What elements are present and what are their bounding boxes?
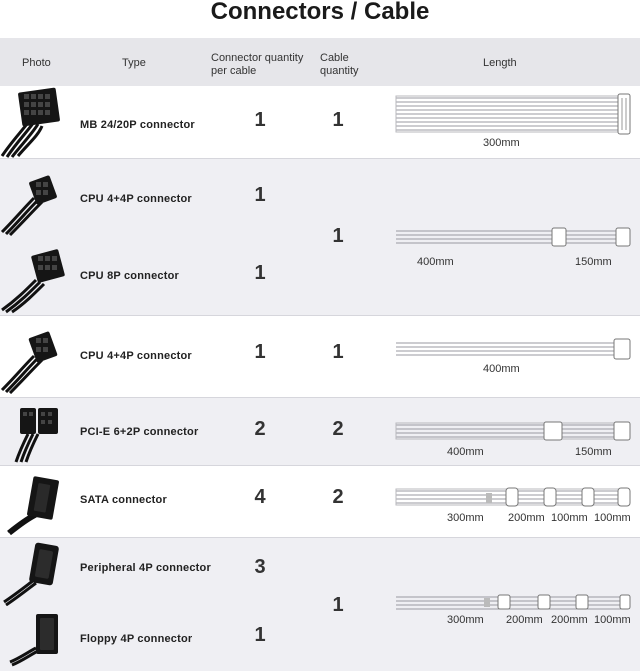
cable-length-label: 300mm [447, 614, 484, 626]
pcie-6plus2-connector-photo [0, 400, 76, 464]
cable-length-label: 200mm [508, 512, 545, 524]
connector-quantity: 1 [254, 341, 266, 363]
cable-length-label: 300mm [447, 512, 484, 524]
cable-quantity: 1 [332, 225, 344, 247]
cable-length-label: 200mm [506, 614, 543, 626]
connector-type: SATA connector [80, 494, 167, 506]
connector-type: Floppy 4P connector [80, 633, 193, 645]
cable-length-label: 300mm [483, 137, 520, 149]
connector-quantity: 3 [254, 556, 266, 578]
cable-length-label: 100mm [551, 512, 588, 524]
cable-length-label: 400mm [447, 446, 484, 458]
cable-quantity: 1 [332, 109, 344, 131]
cpu-8pin-connector-photo [0, 244, 76, 314]
mb-24pin-connector-photo [0, 86, 76, 158]
row-divider [0, 537, 640, 538]
column-header-connector-quantity: Connector quantity per cable [211, 52, 304, 77]
connector-type: CPU 4+4P connector [80, 193, 192, 205]
connector-type: CPU 4+4P connector [80, 350, 192, 362]
table-header [0, 38, 640, 86]
cable-length-label: 200mm [551, 614, 588, 626]
peripheral-cable-diagram [392, 593, 636, 611]
cable-length-label: 400mm [417, 256, 454, 268]
mb-24pin-cable-diagram [392, 92, 636, 136]
sata-cable-diagram [392, 486, 636, 508]
column-header-photo: Photo [22, 57, 51, 69]
floppy-4pin-connector-photo [0, 608, 76, 670]
connector-quantity: 1 [254, 184, 266, 206]
connector-type: CPU 8P connector [80, 270, 179, 282]
column-header-cable-quantity: Cable quantity [320, 52, 359, 77]
pcie-cable-diagram [392, 420, 636, 442]
column-header-length: Length [483, 57, 517, 69]
cpu-4plus4-connector-photo [0, 168, 76, 238]
cable-length-label: 150mm [575, 256, 612, 268]
connector-type: Peripheral 4P connector [80, 562, 211, 574]
connector-quantity: 1 [254, 109, 266, 131]
connector-quantity: 4 [254, 486, 266, 508]
row-divider [0, 465, 640, 466]
connector-type: MB 24/20P connector [80, 119, 195, 131]
connector-quantity: 2 [254, 418, 266, 440]
cable-quantity: 1 [332, 594, 344, 616]
cpu-4plus4-cable-diagram [392, 337, 636, 361]
cable-length-label: 400mm [483, 363, 520, 375]
cable-length-label: 150mm [575, 446, 612, 458]
cable-length-label: 100mm [594, 614, 631, 626]
connector-type: PCI-E 6+2P connector [80, 426, 199, 438]
cpu-cable-diagram [392, 224, 636, 248]
peripheral-4pin-connector-photo [0, 540, 76, 606]
row-divider [0, 315, 640, 316]
row-divider [0, 397, 640, 398]
row-divider [0, 158, 640, 159]
cable-quantity: 2 [332, 486, 344, 508]
cable-quantity: 2 [332, 418, 344, 440]
cable-quantity: 1 [332, 341, 344, 363]
column-header-type: Type [122, 57, 146, 69]
page-title: Connectors / Cable [210, 0, 430, 25]
cable-length-label: 100mm [594, 512, 631, 524]
connector-quantity: 1 [254, 624, 266, 646]
sata-connector-photo [0, 468, 76, 536]
cpu-4plus4-connector-photo [0, 322, 76, 394]
connector-quantity: 1 [254, 262, 266, 284]
